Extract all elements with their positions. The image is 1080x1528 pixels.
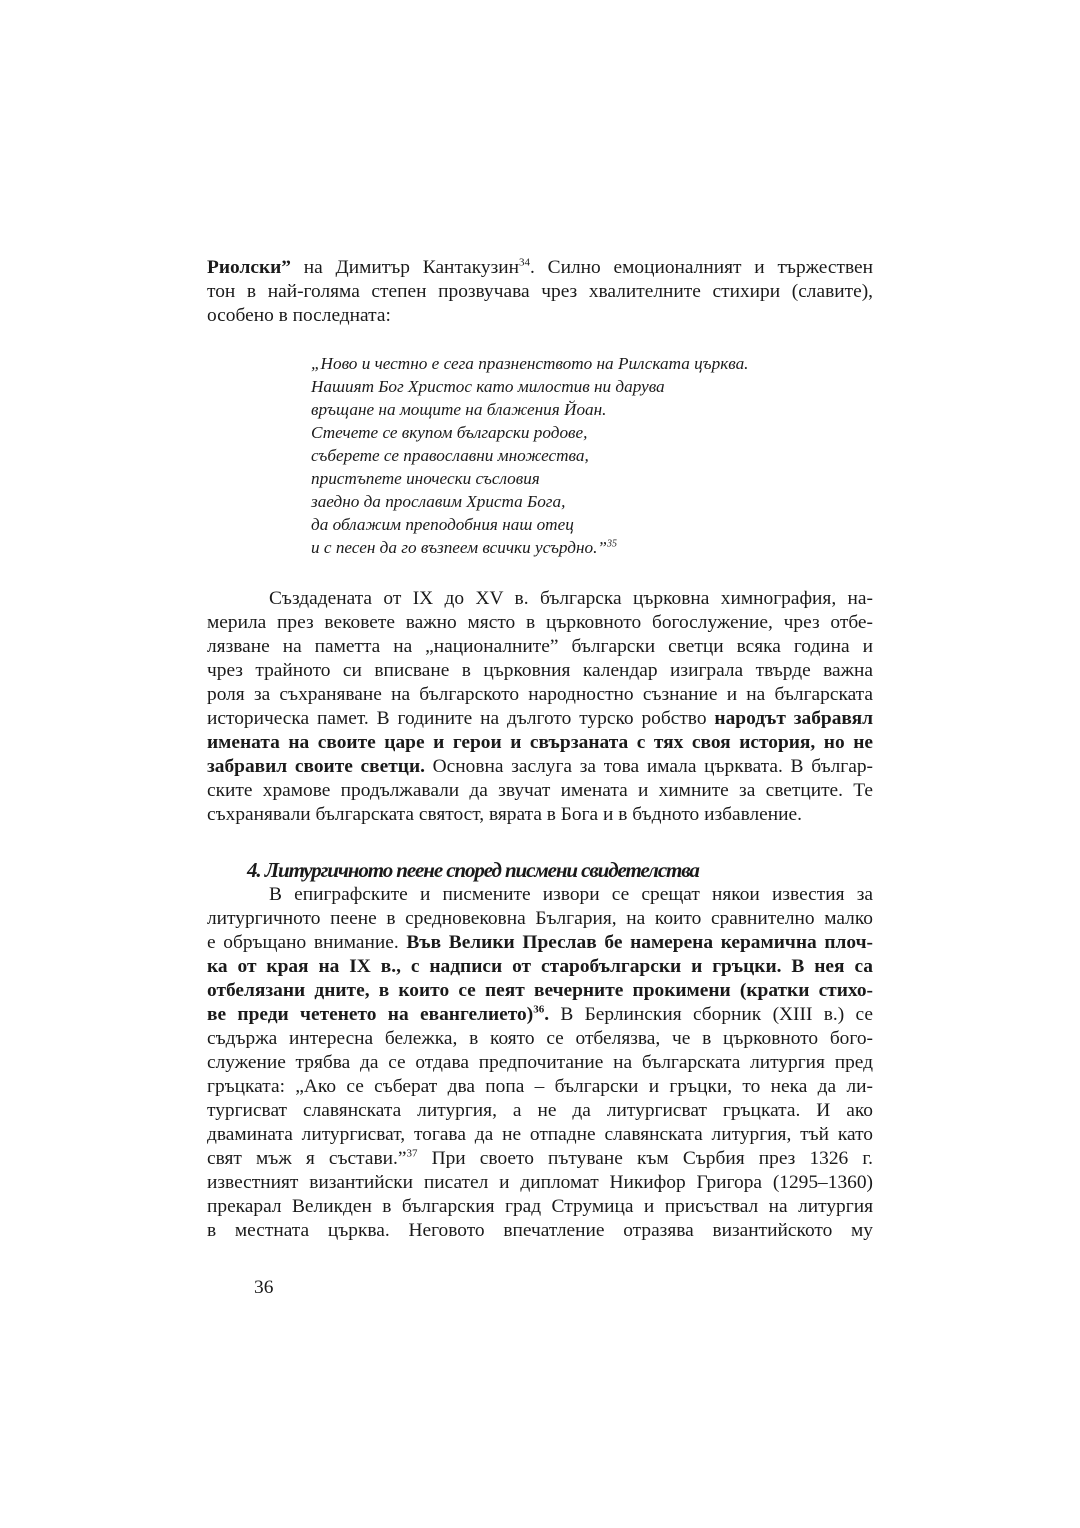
paragraph-hymnography: Създадената от IX до XV в. българска църковна химнография, на- мерила през вековете важно място в църковното богослужение, чрез отбе- лязване на паметта на „националните” български светци всяка година и чрез трайното си вписване в църковния календар изиграла твърде важна роля за съхраняване на българското народностно съзнание и на българската историческа памет. В годините на дългото турско робство народът забравял имената на своите царе и герои и свързаната с тях своя история, но не забравил своите светци. Основна заслуга за това имала църквата. В българ- ските храмове продължавали да звучат имената и химните за светците. Те съхранявали българската святост, вярата в Бога и в бъдното избавление.: [207, 588, 873, 825]
paragraph-liturgical-singing: В епиграфските и писмените извори се срещат някои известия за литургичното пеене в средновековна България, на които сравнително малко е обръщано внимание. Във Велики Преслав бе намерена керамична плоч- ка от края на IX в., с надписи от старобългарски и гръцки. В нея са отбелязани дните, в които се пеят вечерните прокимени (кратки стихо- ве преди четенето на евангелието)$^{36}$. В Берлинския сборник (XIII в.) се съдържа интересна бележка, в която се отбелязва, че в църковното бого- служение трябва да се отдава предпочитание на българската литургия пред гръцката: „Ако се съберат два попа – български и гръцки, то нека да ли- тургисват славянската литургия, а не да литургисват гръцката. И ако двамината литургисват, тогава да не отпадне славянската литургия, тъй като свят мъж я състави.”$^{37}$ При своето пътуване към Сърбия през 1326 г. известният византийски писател и дипломат Никифор Григора (1295–1360) прекарал Великден в българския град Струмица и присъствал на литургия в местната църква. Неговото впечатление отразява византийското му: [207, 884, 874, 1241]
poem-line: пристъпете иночески съсловия: [311, 469, 540, 488]
poem-quote: [311, 352, 873, 559]
footnote-ref-35: 35: [606, 538, 617, 550]
document-page: [207, 256, 873, 1243]
poem-line: връщане на мощите на блажения Йоан.: [311, 400, 607, 419]
footnote-ref-37: 37: [406, 1147, 418, 1160]
poem-line: да облажим преподобния наш отец: [311, 515, 574, 534]
footnote-ref-34: 34: [519, 256, 531, 269]
poem-line: Стечете се вкупом български родове,: [311, 423, 588, 442]
paragraph-rila-intro: Риолски” на Димитър Кантакузин$^{34}$. Силно емоционалният и тържествен тон в най-голяма степен прозвучава чрез хвалителните стихири (славите), особено в последната:: [207, 256, 873, 326]
bold-phrase: Риолски”: [207, 257, 291, 278]
poem-line: и с песен да го възпеем всички усърдно.”$^{35}$: [311, 538, 617, 557]
footnote-ref-36: 36: [533, 1003, 545, 1016]
poem-line: заедно да прославим Христа Бога,: [311, 492, 566, 511]
poem-line: „Ново и честно е сега празненството на Рилската църква.: [311, 354, 749, 373]
section-heading: 4. Литургичното пеене според писмени свидетелства: [247, 858, 699, 882]
poem-line: Нашият Бог Христос като милостив ни дарува: [311, 377, 665, 396]
page-number: 36: [254, 1277, 274, 1298]
poem-line: съберете се православни множества,: [311, 446, 589, 465]
